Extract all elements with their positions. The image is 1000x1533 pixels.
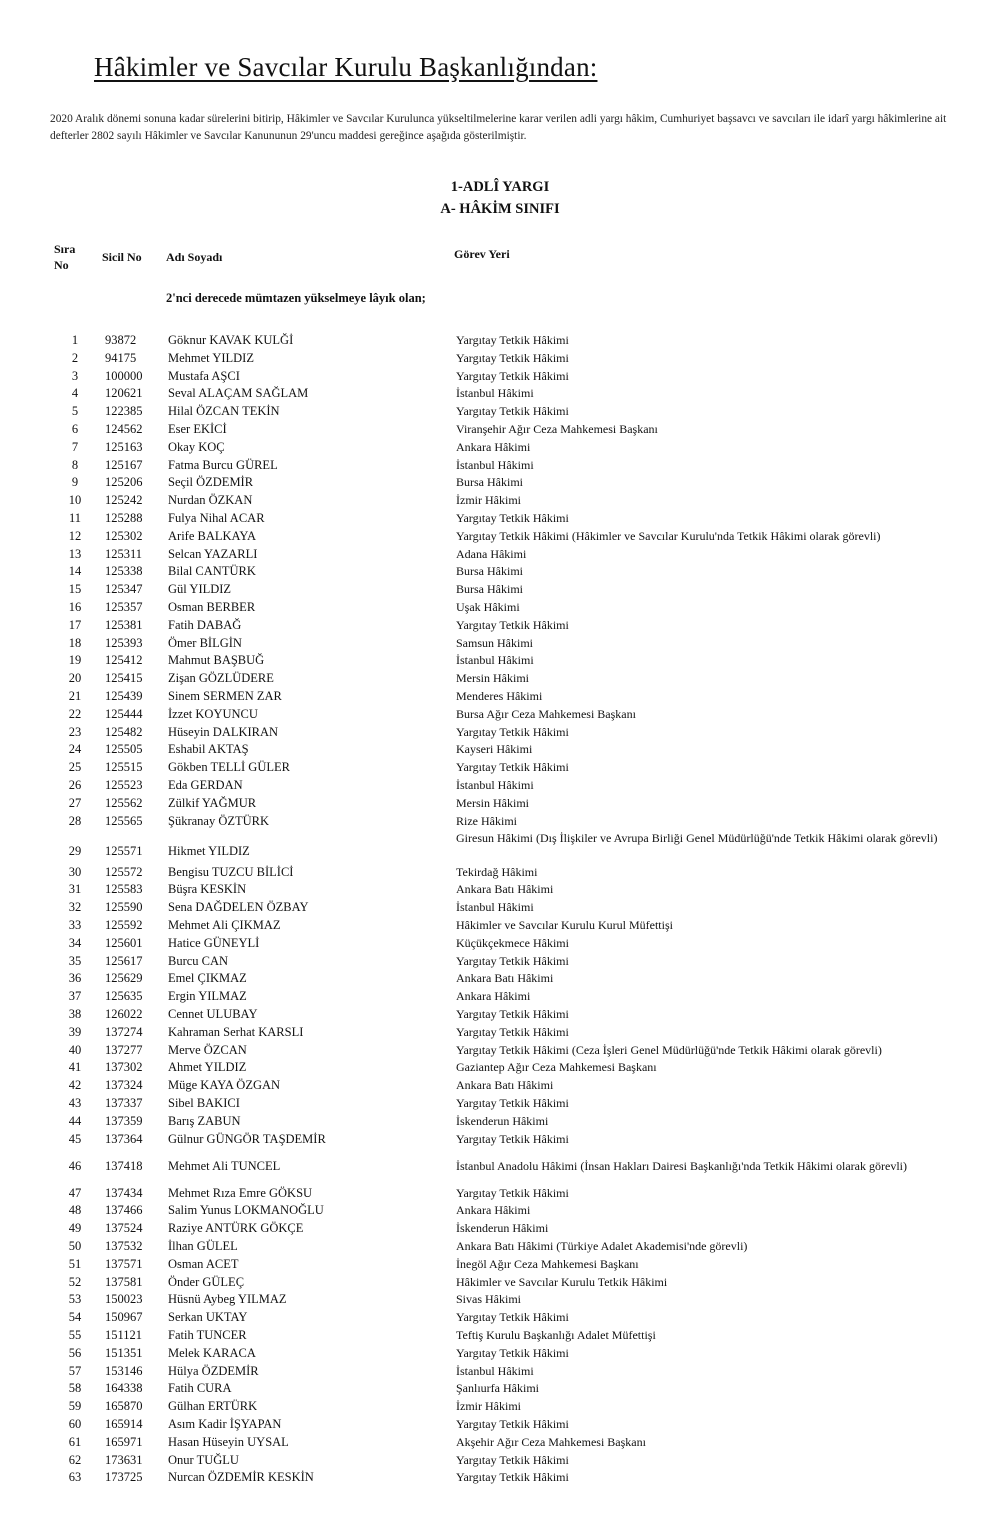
sicil-number: 153146 <box>105 1363 143 1378</box>
sicil-number: 125288 <box>105 511 143 525</box>
row-number: 51 <box>68 1256 82 1271</box>
sicil-number: 137532 <box>105 1239 143 1253</box>
person-name: Fatih TUNCER <box>168 1328 247 1342</box>
row-number: 57 <box>68 1363 82 1378</box>
row-number: 19 <box>68 653 82 668</box>
person-name: Zişan GÖZLÜDERE <box>168 671 274 686</box>
person-name: Burcu CAN <box>168 953 229 968</box>
duty-location: Yargıtay Tetkik Hâkimi <box>456 404 569 419</box>
row-number: 63 <box>68 1470 82 1485</box>
row-number: 22 <box>68 706 82 721</box>
row-number: 7 <box>71 439 79 454</box>
duty-location: İstanbul Hâkimi <box>456 457 534 472</box>
person-name: Nurcan ÖZDEMİR KESKİN <box>168 1470 314 1485</box>
person-name: Merve ÖZCAN <box>168 1042 247 1057</box>
duty-location: Ankara Batı Hâkimi <box>456 882 554 897</box>
person-name: Zülkif YAĞMUR <box>168 795 257 810</box>
duty-location: Bursa Hâkimi <box>456 582 523 597</box>
duty-location: İstanbul Hâkimi <box>456 900 534 915</box>
row-number: 39 <box>68 1024 82 1039</box>
sicil-number: 125629 <box>105 971 143 986</box>
sicil-number: 125571 <box>105 843 143 858</box>
duty-location: Yargıtay Tetkik Hâkimi <box>456 1345 569 1360</box>
row-number: 15 <box>68 582 82 597</box>
person-name: Bengisu TUZCU BİLİCİ <box>168 864 294 879</box>
person-name: Gülnur GÜNGÖR TAŞDEMİR <box>168 1131 326 1146</box>
row-number: 36 <box>68 971 82 986</box>
duty-location: Ankara Hâkimi <box>456 439 531 454</box>
person-name: Hüsnü Aybeg YILMAZ <box>168 1292 287 1307</box>
sicil-number: 165870 <box>105 1399 143 1414</box>
row-number: 38 <box>68 1007 82 1021</box>
duty-location: Yargıtay Tetkik Hâkimi <box>456 333 569 347</box>
row-number: 12 <box>68 528 82 543</box>
column-header-sira-line1: Sıra <box>54 242 76 256</box>
duty-location: Ankara Hâkimi <box>456 989 531 1004</box>
person-name: Mehmet YILDIZ <box>168 350 254 365</box>
duty-location: Giresun Hâkimi (Dış İlişkiler ve Avrupa Birliği Genel Müdürlüğü'nde Tetkik Hâkimi olarak görevli) <box>456 830 938 845</box>
duty-location: Yargıtay Tetkik Hâkimi <box>456 760 569 775</box>
person-name: Sinem SERMEN ZAR <box>168 689 282 703</box>
person-name: Eshabil AKTAŞ <box>168 742 249 757</box>
row-number: 20 <box>68 671 82 686</box>
sicil-number: 137434 <box>105 1185 143 1200</box>
duty-location: İstanbul Hâkimi <box>456 653 534 668</box>
row-number: 10 <box>68 493 82 508</box>
sicil-number: 122385 <box>105 404 143 419</box>
duty-location: Kayseri Hâkimi <box>456 742 533 757</box>
person-name: Seval ALAÇAM SAĞLAM <box>168 386 309 401</box>
row-number: 45 <box>68 1131 82 1146</box>
row-number: 27 <box>68 795 82 810</box>
row-number: 6 <box>71 422 79 436</box>
duty-location: Uşak Hâkimi <box>456 600 520 614</box>
person-name: Hatice GÜNEYLİ <box>168 935 260 950</box>
person-name: Fatih DABAĞ <box>168 617 242 632</box>
row-number: 54 <box>68 1310 82 1325</box>
row-number: 46 <box>68 1158 82 1173</box>
person-name: Göknur KAVAK KULĞİ <box>168 333 294 347</box>
duty-location: Hâkimler ve Savcılar Kurulu Kurul Müfettişi <box>456 918 673 932</box>
person-name: Hikmet YILDIZ <box>168 843 250 858</box>
sicil-number: 125572 <box>105 864 143 879</box>
intro-paragraph: 2020 Aralık dönemi sonuna kadar sürelerini bitirip, Hâkimler ve Savcılar Kurulunca yükseltilmelerine karar verilen adli yargı hâkim, Cumhuriyet başsavcı ve savcıları ile idarî yargı hâkimlerine ait defterler 2802 sayılı Hâkimler ve Savcılar Kanununun 29'uncu maddesi gereğince aşağıda gösterilmiştir. <box>50 113 947 142</box>
sicil-number: 137571 <box>105 1256 143 1271</box>
duty-location: Rize Hâkimi <box>456 813 517 828</box>
sicil-number: 125302 <box>105 528 143 543</box>
duty-location: Hâkimler ve Savcılar Kurulu Tetkik Hâkimi <box>456 1274 668 1289</box>
person-name: Bilal CANTÜRK <box>168 564 256 579</box>
duty-location: Mersin Hâkimi <box>456 671 529 686</box>
person-name: Mustafa AŞCI <box>168 368 240 383</box>
sicil-number: 137418 <box>105 1158 143 1173</box>
person-name: Hilal ÖZCAN TEKİN <box>168 404 280 419</box>
column-header-sicil: Sicil No <box>102 250 142 264</box>
row-number: 53 <box>68 1292 82 1307</box>
person-name: Asım Kadir İŞYAPAN <box>168 1417 282 1431</box>
sicil-number: 125617 <box>105 953 143 968</box>
duty-location: Yargıtay Tetkik Hâkimi <box>456 1470 569 1485</box>
person-name: Hüseyin DALKIRAN <box>168 724 279 739</box>
row-number: 9 <box>71 475 79 490</box>
duty-location: Yargıtay Tetkik Hâkimi (Ceza İşleri Genel Müdürlüğü'nde Tetkik Hâkimi olarak görevli) <box>456 1042 882 1057</box>
duty-location: İzmir Hâkimi <box>456 1399 521 1414</box>
row-number: 30 <box>68 864 82 879</box>
person-name: Önder GÜLEÇ <box>168 1274 245 1289</box>
sicil-number: 137337 <box>105 1096 143 1110</box>
person-name: Fatma Burcu GÜREL <box>168 457 278 472</box>
person-name: İzzet KOYUNCU <box>168 706 258 721</box>
row-number: 59 <box>68 1399 82 1414</box>
person-name: Mehmet Ali TUNCEL <box>168 1158 281 1173</box>
column-header-ad: Adı Soyadı <box>166 250 223 264</box>
row-number: 3 <box>71 368 79 383</box>
sicil-number: 125562 <box>105 795 143 810</box>
sicil-number: 125505 <box>105 742 143 757</box>
duty-location: Yargıtay Tetkik Hâkimi <box>456 617 569 632</box>
person-name: Gökben TELLİ GÜLER <box>168 760 290 775</box>
row-number: 16 <box>68 600 82 614</box>
row-number: 49 <box>68 1221 82 1236</box>
sicil-number: 165914 <box>105 1417 143 1431</box>
person-name: Müge KAYA ÖZGAN <box>168 1078 281 1093</box>
sicil-number: 125590 <box>105 900 143 915</box>
sicil-number: 125635 <box>105 989 143 1004</box>
row-number: 25 <box>68 760 82 775</box>
duty-location: Ankara Batı Hâkimi (Türkiye Adalet Akademisi'nde görevli) <box>456 1239 748 1253</box>
person-name: Büşra KESKİN <box>168 882 247 897</box>
sicil-number: 173725 <box>105 1470 143 1485</box>
sicil-number: 150967 <box>105 1310 143 1325</box>
row-number: 61 <box>68 1434 82 1449</box>
sicil-number: 151351 <box>105 1345 143 1360</box>
person-name: Raziye ANTÜRK GÖKÇE <box>168 1221 304 1236</box>
person-name: Mehmet Ali ÇIKMAZ <box>168 918 281 932</box>
sicil-number: 125357 <box>105 600 143 614</box>
person-name: Gülhan ERTÜRK <box>168 1399 258 1414</box>
row-number: 34 <box>68 935 82 950</box>
sicil-number: 125338 <box>105 564 143 579</box>
duty-location: Viranşehir Ağır Ceza Mahkemesi Başkanı <box>456 422 658 436</box>
column-header-gorev: Görev Yeri <box>454 247 510 261</box>
sicil-number: 137277 <box>105 1042 143 1057</box>
person-name: Emel ÇIKMAZ <box>168 971 247 986</box>
row-number: 47 <box>68 1185 82 1200</box>
section-title: 1-ADLÎ YARGI <box>450 179 550 195</box>
duty-location: Bursa Ağır Ceza Mahkemesi Başkanı <box>456 706 636 721</box>
row-number: 14 <box>68 564 82 579</box>
sicil-number: 137524 <box>105 1221 143 1236</box>
duty-location: Ankara Batı Hâkimi <box>456 1078 554 1093</box>
duty-location: Yargıtay Tetkik Hâkimi <box>456 1310 569 1325</box>
duty-location: Yargıtay Tetkik Hâkimi <box>456 1007 569 1021</box>
row-number: 55 <box>68 1328 82 1342</box>
sicil-number: 125439 <box>105 689 143 703</box>
row-number: 32 <box>68 900 82 915</box>
person-name: Eser EKİCİ <box>168 422 227 436</box>
row-number: 31 <box>68 882 82 897</box>
sicil-number: 125347 <box>105 582 143 597</box>
sicil-number: 125592 <box>105 918 143 932</box>
person-name: Nurdan ÖZKAN <box>168 493 253 508</box>
duty-location: İstanbul Hâkimi <box>456 386 534 401</box>
person-name: Ömer BİLGİN <box>168 635 242 650</box>
row-number: 60 <box>68 1417 82 1431</box>
person-name: Barış ZABUN <box>168 1113 241 1128</box>
person-name: Ergin YILMAZ <box>168 989 247 1004</box>
person-name: Cennet ULUBAY <box>168 1007 258 1021</box>
duty-location: İnegöl Ağır Ceza Mahkemesi Başkanı <box>456 1256 639 1271</box>
sicil-number: 137324 <box>105 1078 143 1093</box>
sicil-number: 125163 <box>105 439 143 454</box>
section-subtitle: A- HÂKİM SINIFI <box>440 201 560 217</box>
sicil-number: 173631 <box>105 1452 143 1467</box>
person-name: Arife BALKAYA <box>168 528 257 543</box>
person-name: İlhan GÜLEL <box>168 1239 238 1253</box>
person-name: Fulya Nihal ACAR <box>168 511 265 525</box>
row-number: 8 <box>71 457 79 472</box>
sicil-number: 125482 <box>105 724 143 739</box>
row-number: 5 <box>71 404 79 419</box>
row-number: 50 <box>68 1239 82 1253</box>
duty-location: Yargıtay Tetkik Hâkimi <box>456 350 569 365</box>
person-name: Hülya ÖZDEMİR <box>168 1363 259 1378</box>
column-header-sira-line2: No <box>54 258 69 272</box>
duty-location: İzmir Hâkimi <box>456 493 521 508</box>
sicil-number: 125444 <box>105 706 143 721</box>
person-name: Osman BERBER <box>168 600 256 614</box>
person-name: Hasan Hüseyin UYSAL <box>168 1434 289 1449</box>
duty-location: Yargıtay Tetkik Hâkimi <box>456 368 569 383</box>
row-number: 44 <box>68 1113 82 1128</box>
sicil-number: 125412 <box>105 653 143 668</box>
person-name: Sibel BAKICI <box>168 1096 240 1110</box>
row-number: 28 <box>68 813 82 828</box>
sicil-number: 137466 <box>105 1203 143 1218</box>
row-number: 56 <box>68 1345 82 1360</box>
person-name: Osman ACET <box>168 1256 239 1271</box>
row-number: 37 <box>68 989 82 1004</box>
duty-location: Şanlıurfa Hâkimi <box>456 1381 539 1396</box>
row-number: 40 <box>68 1042 82 1057</box>
duty-location: Teftiş Kurulu Başkanlığı Adalet Müfettişi <box>456 1328 656 1342</box>
duty-location: İstanbul Hâkimi <box>456 1363 534 1378</box>
sicil-number: 125206 <box>105 475 143 490</box>
duty-location: Yargıtay Tetkik Hâkimi <box>456 953 569 968</box>
sicil-number: 137359 <box>105 1113 143 1128</box>
sicil-number: 164338 <box>105 1381 143 1396</box>
person-name: Seçil ÖZDEMİR <box>168 475 254 490</box>
duty-location: Yargıtay Tetkik Hâkimi <box>456 1417 569 1431</box>
person-name: Eda GERDAN <box>168 778 243 792</box>
duty-location: Sivas Hâkimi <box>456 1292 521 1307</box>
duty-location: Yargıtay Tetkik Hâkimi <box>456 1452 569 1467</box>
sicil-number: 137581 <box>105 1274 143 1289</box>
sicil-number: 125167 <box>105 457 143 472</box>
row-number: 24 <box>68 742 82 757</box>
list-subheading: 2'nci derecede mümtazen yükselmeye lâyık olan; <box>166 291 426 305</box>
person-name: Ahmet YILDIZ <box>168 1060 247 1075</box>
duty-location: Yargıtay Tetkik Hâkimi <box>456 1096 569 1110</box>
duty-location: Ankara Hâkimi <box>456 1203 531 1218</box>
row-number: 18 <box>68 635 82 650</box>
duty-location: İskenderun Hâkimi <box>456 1113 549 1128</box>
row-number: 35 <box>68 953 82 968</box>
row-number: 13 <box>68 546 82 561</box>
row-number: 41 <box>68 1060 82 1075</box>
sicil-number: 125523 <box>105 778 143 792</box>
sicil-number: 137302 <box>105 1060 143 1075</box>
sicil-number: 125393 <box>105 635 143 650</box>
duty-location: Tekirdağ Hâkimi <box>456 864 538 879</box>
row-number: 48 <box>68 1203 82 1218</box>
duty-location: Samsun Hâkimi <box>456 635 533 650</box>
sicil-number: 125415 <box>105 671 143 686</box>
person-name: Şükranay ÖZTÜRK <box>168 813 270 828</box>
sicil-number: 94175 <box>105 350 137 365</box>
sicil-number: 93872 <box>105 333 137 347</box>
sicil-number: 151121 <box>105 1328 143 1342</box>
row-number: 58 <box>68 1381 82 1396</box>
row-number: 33 <box>68 918 82 932</box>
duty-location: Menderes Hâkimi <box>456 689 543 703</box>
duty-location: Yargıtay Tetkik Hâkimi <box>456 1131 569 1146</box>
duty-location: İskenderun Hâkimi <box>456 1221 549 1236</box>
duty-location: Yargıtay Tetkik Hâkimi <box>456 1024 569 1039</box>
person-name: Selcan YAZARLI <box>168 546 258 561</box>
duty-location: Yargıtay Tetkik Hâkimi (Hâkimler ve Savcılar Kurulu'nda Tetkik Hâkimi olarak görevli) <box>456 528 881 543</box>
person-name: Gül YILDIZ <box>168 582 232 597</box>
person-name: Fatih CURA <box>168 1381 232 1396</box>
person-name: Kahraman Serhat KARSLI <box>168 1024 304 1039</box>
duty-location: Adana Hâkimi <box>456 546 527 561</box>
row-number: 29 <box>68 843 82 858</box>
person-name: Sena DAĞDELEN ÖZBAY <box>168 900 309 915</box>
row-number: 42 <box>68 1078 82 1093</box>
duty-location: Bursa Hâkimi <box>456 475 523 490</box>
page-title: Hâkimler ve Savcılar Kurulu Başkanlığından: <box>94 52 598 82</box>
row-number: 26 <box>68 778 82 792</box>
sicil-number: 126022 <box>105 1007 143 1021</box>
row-number: 43 <box>68 1096 82 1110</box>
sicil-number: 125565 <box>105 813 143 828</box>
row-number: 21 <box>68 689 82 703</box>
duty-location: Gaziantep Ağır Ceza Mahkemesi Başkanı <box>456 1060 657 1075</box>
person-name: Okay KOÇ <box>168 439 225 454</box>
person-name: Mahmut BAŞBUĞ <box>168 653 265 668</box>
person-name: Mehmet Rıza Emre GÖKSU <box>168 1185 313 1200</box>
duty-location: Mersin Hâkimi <box>456 795 529 810</box>
duty-location: Küçükçekmece Hâkimi <box>456 935 569 950</box>
duty-location: Yargıtay Tetkik Hâkimi <box>456 511 569 525</box>
duty-location: Ankara Batı Hâkimi <box>456 971 554 986</box>
duty-location: Bursa Hâkimi <box>456 564 523 579</box>
row-number: 1 <box>71 333 79 347</box>
sicil-number: 125381 <box>105 617 143 632</box>
duty-location: Akşehir Ağır Ceza Mahkemesi Başkanı <box>456 1434 646 1449</box>
sicil-number: 125242 <box>105 493 143 508</box>
sicil-number: 120621 <box>105 386 143 401</box>
duty-location: Yargıtay Tetkik Hâkimi <box>456 724 569 739</box>
duty-location: Yargıtay Tetkik Hâkimi <box>456 1185 569 1200</box>
person-name: Salim Yunus LOKMANOĞLU <box>168 1203 324 1218</box>
person-name: Serkan UKTAY <box>168 1310 248 1325</box>
row-number: 4 <box>71 386 79 401</box>
row-number: 2 <box>71 350 79 365</box>
sicil-number: 100000 <box>105 368 143 383</box>
row-number: 62 <box>68 1452 82 1467</box>
row-number: 23 <box>68 724 82 739</box>
person-name: Onur TUĞLU <box>168 1452 239 1467</box>
sicil-number: 125515 <box>105 760 143 775</box>
sicil-number: 137274 <box>105 1024 143 1039</box>
sicil-number: 124562 <box>105 422 143 436</box>
sicil-number: 137364 <box>105 1131 143 1146</box>
row-number: 17 <box>68 617 82 632</box>
sicil-number: 125601 <box>105 935 143 950</box>
duty-location: İstanbul Anadolu Hâkimi (İnsan Hakları Dairesi Başkanlığı'nda Tetkik Hâkimi olarak görevli) <box>456 1158 907 1173</box>
duty-location: İstanbul Hâkimi <box>456 778 534 792</box>
sicil-number: 125311 <box>105 546 143 561</box>
sicil-number: 150023 <box>105 1292 143 1307</box>
person-name: Melek KARACA <box>168 1345 256 1360</box>
row-number: 52 <box>68 1274 82 1289</box>
sicil-number: 165971 <box>105 1434 143 1449</box>
sicil-number: 125583 <box>105 882 143 897</box>
row-number: 11 <box>68 511 82 525</box>
